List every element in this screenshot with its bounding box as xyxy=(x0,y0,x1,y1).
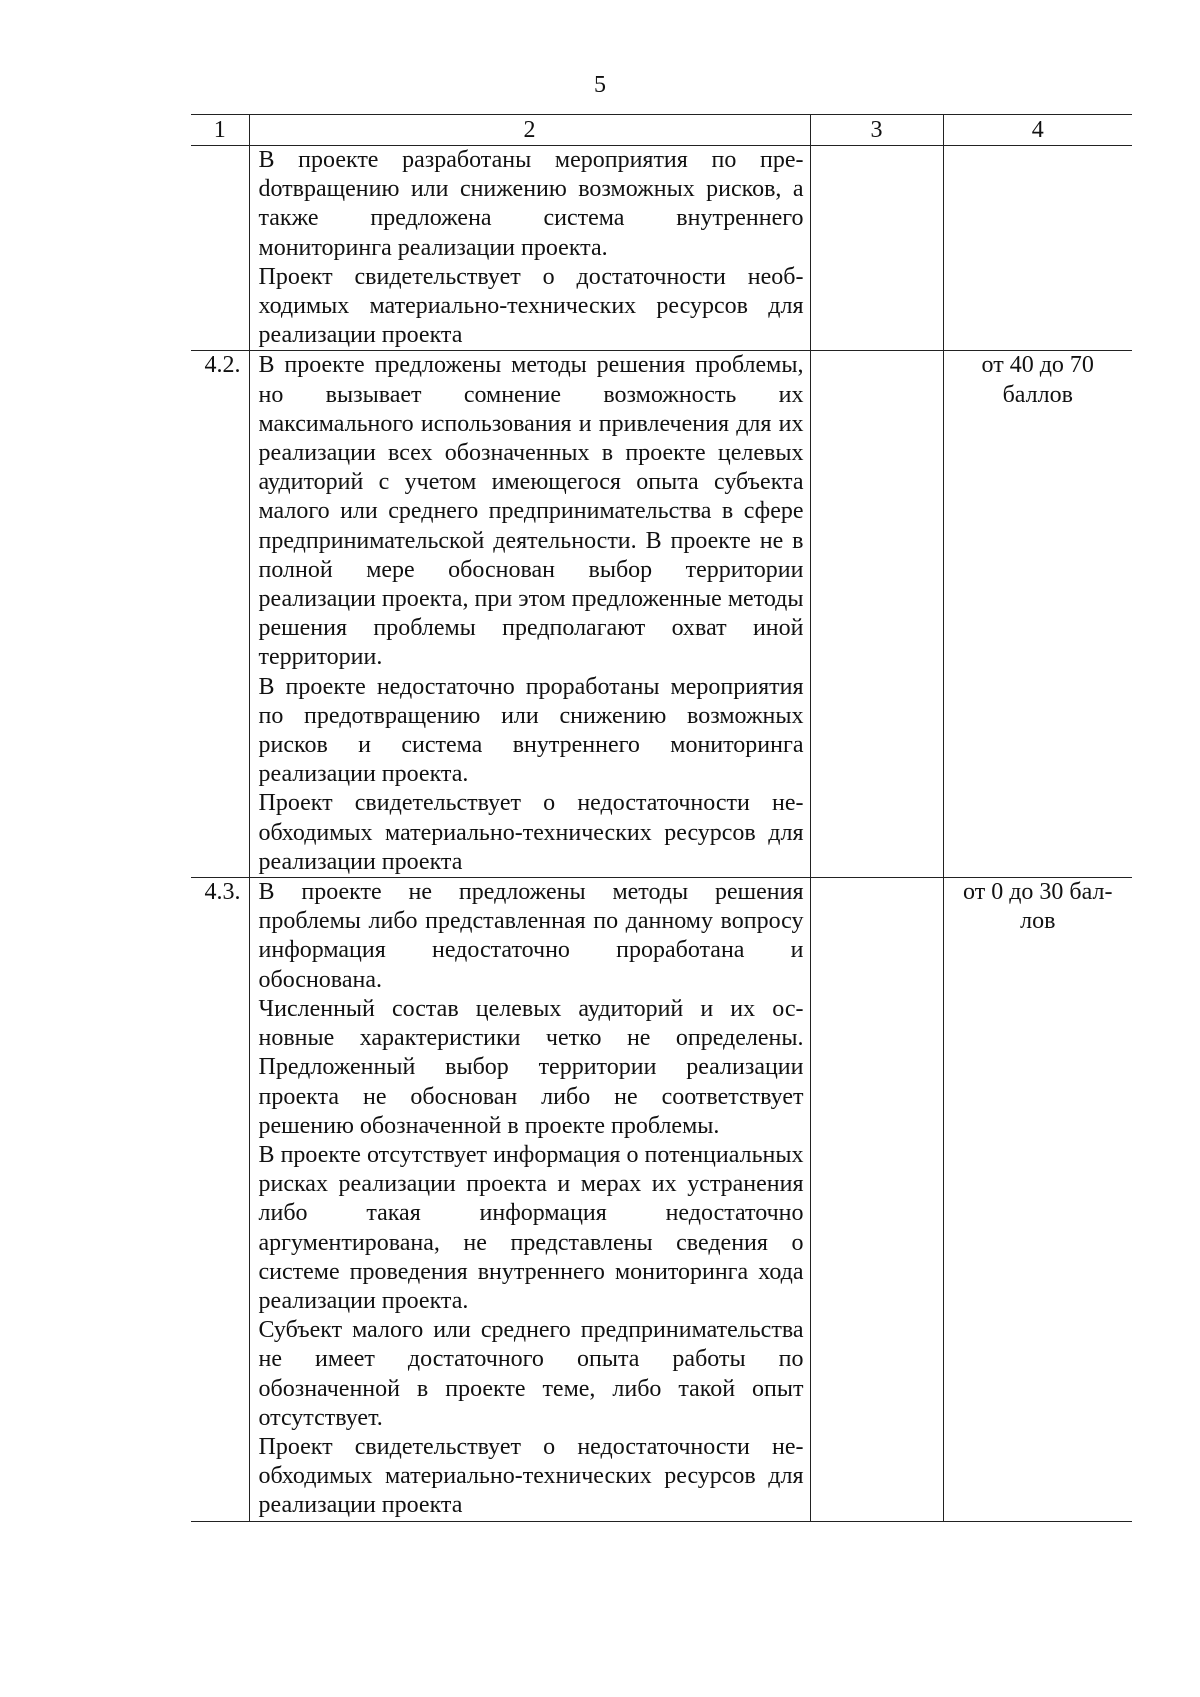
header-col-2: 2 xyxy=(249,115,810,146)
paragraph: Проект свидетельствует о недостаточности необходимых материально-технических ресурсов для реализации проекта xyxy=(258,790,804,875)
row-score: от 0 до 30 баллов xyxy=(943,878,1132,1521)
header-col-4: 4 xyxy=(943,115,1132,146)
table-row xyxy=(191,351,1132,878)
row-number xyxy=(191,146,249,351)
header-row xyxy=(191,115,1132,146)
paragraph: В проекте отсутствует информация о потенциальных рисках реализации проекта и мерах их устранения либо такая информация недостаточно аргументирована, не представлены сведения о системе проведения внутреннего мониторинга хода реализации проекта. xyxy=(258,1141,804,1314)
row-number: 4.3. xyxy=(191,878,249,1521)
row-description xyxy=(249,351,810,878)
table-header xyxy=(191,115,1132,146)
paragraph: В проекте не предложены методы решения проблемы либо представленная по данному вопросу информация недостаточно проработана и обоснована. xyxy=(258,879,804,993)
row-number: 4.2. xyxy=(191,351,249,878)
paragraph: В проекте недостаточно проработаны мероприятия по предотвращению или снижению возможных рисков и система внутреннего мониторинга реализации проекта. xyxy=(258,673,804,788)
paragraph: Численный состав целевых аудиторий и их основные характеристики четко не определены. Предложенный выбор территории реализации проекта не обоснован либо не соответствует решению обозначенной в проекте проблемы. xyxy=(258,995,804,1139)
header-col-1: 1 xyxy=(191,115,249,146)
row-col3 xyxy=(810,351,943,878)
paragraph: В проекте разработаны мероприятия по преdотвращению или снижению возможных рисков, а также предложена система внутреннего мониторинга реализации проекта. xyxy=(258,147,804,261)
table-body xyxy=(191,146,1132,1522)
row-score xyxy=(943,146,1132,351)
row-col3 xyxy=(810,146,943,351)
row-col3 xyxy=(810,878,943,1521)
paragraph: Субъект малого или среднего предпринимательства не имеет достаточного опыта работы по обозначенной в проекте теме, либо такой опыт отсутствует. xyxy=(258,1317,804,1431)
table-row xyxy=(191,878,1132,1521)
table-row xyxy=(191,146,1132,351)
row-description xyxy=(249,146,810,351)
paragraph: В проекте предложены методы решения проблемы, но вызывает сомнение возможность их максимального использования и привлечения для их реализации всех обозначенных в проекте целевых аудиторий с учетом имеющегося опыта субъекта малого или среднего предпринимательства в сфере предпринимательской деятельности. В проекте не в полной мере обоснован выбор территории реализации проекта, при этом предложенные методы решения проблемы предполагают охват иной территории. xyxy=(258,352,804,671)
row-description xyxy=(249,878,810,1521)
page-number: 5 xyxy=(594,72,606,98)
row-score: от 40 до 70 баллов xyxy=(943,351,1132,878)
criteria-table xyxy=(191,114,1132,1522)
paragraph: Проект свидетельствует о достаточности необходимых материально-технических ресурсов для реализации проекта xyxy=(258,263,804,349)
header-col-3: 3 xyxy=(810,115,943,146)
paragraph: Проект свидетельствует о недостаточности необходимых материально-технических ресурсов для реализации проекта xyxy=(258,1433,804,1519)
